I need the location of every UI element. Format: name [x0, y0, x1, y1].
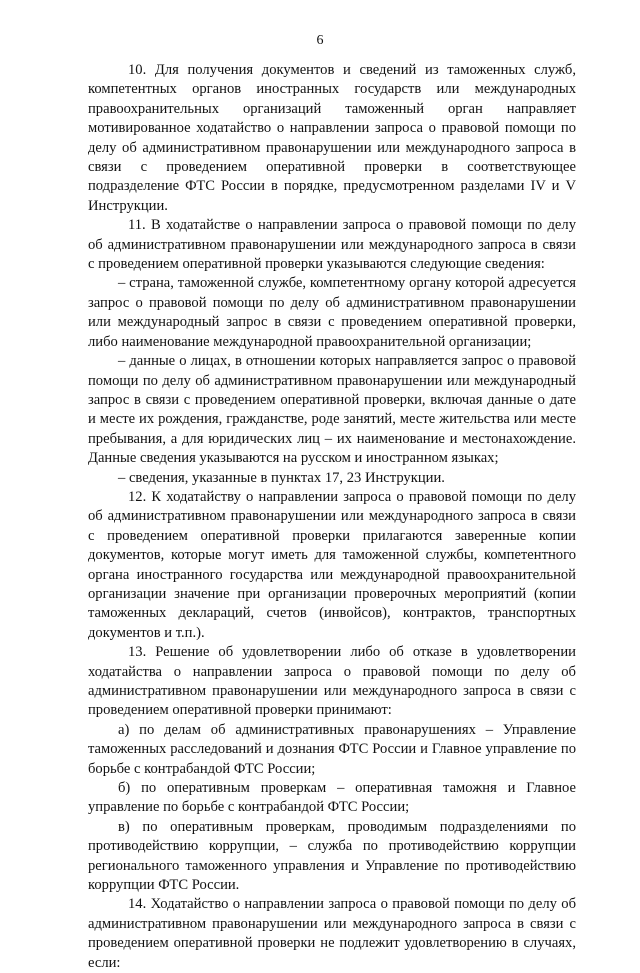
paragraph-10: 10. Для получения документов и сведений из таможенных служб, компетентных органов иностранных государств или международных правоохранительных организаций таможенный орган направляет мотивированное ходатайство о направлении запроса о правовой помощи по делу об административном правонарушении или международного запроса в связи с проведением оперативной проверки в соответствующее подразделение ФТС России в порядке, предусмотренном разделами IV и V Инструкции. — [88, 62, 576, 214]
subitem-b: б) по оперативным проверкам – оперативная таможня и Главное управление по борьбе с контрабандой ФТС России; — [88, 780, 576, 816]
list-item-persons: – данные о лицах, в отношении которых направляется запрос о правовой помощи по делу об административном правонарушении или международный запрос в связи с проведением оперативной проверки, включая данные о дате и месте их рождения, гражданстве, роде занятий, месте жительства или месте пребывания, а для юридических лиц – их наименование и местонахождение. Данные сведения указываются на русском и иностранном языках; — [88, 353, 576, 467]
paragraph-14: 14. Ходатайство о направлении запроса о правовой помощи по делу об административном правонарушении или международного запроса в связи с проведением оперативной проверки не подлежит удовлетворению в случаях, если: — [88, 896, 576, 971]
paragraph-12: 12. К ходатайству о направлении запроса о правовой помощи по делу об административном правонарушении или международного запроса в связи с проведением оперативной проверки прилагаются заверенные копии документов, которые могут иметь для таможенной службы, компетентного органа иностранного государства или международной правоохранительной организации значение при организации проверочных мероприятий (копии таможенных деклараций, счетов (инвойсов), контрактов, транспортных документов и т.п.). — [88, 488, 576, 641]
list-item-info: – сведения, указанные в пунктах 17, 23 Инструкции. — [118, 469, 445, 486]
list-item-country: – страна, таможенной службе, компетентному органу которой адресуется запрос о правовой помощи по делу об административном правонарушении или международный запрос в связи с проведением оперативной проверки, либо наименование международной правоохранительной организации; — [88, 275, 576, 350]
page-number: 6 — [316, 33, 324, 48]
subitem-v: в) по оперативным проверкам, проводимым подразделениями по противодействию коррупции, – служба по противодействию коррупции регионального таможенного управления и Управление по противодействию коррупции ФТС России. — [88, 818, 576, 894]
paragraph-13: 13. Решение об удовлетворении либо об отказе в удовлетворении ходатайства о направлении запроса о правовой помощи по делу об административном правонарушении или международного запроса в связи с проведением оперативной проверки принимают: — [88, 644, 576, 719]
paragraph-11: 11. В ходатайстве о направлении запроса о правовой помощи по делу об административном правонарушении или международного запроса в связи с проведением оперативной проверки указываются следующие сведения: — [88, 217, 576, 273]
subitem-a: а) по делам об административных правонарушениях – Управление таможенных расследований и дознания ФТС России и Главное управление по борьбе с контрабандой ФТС России; — [88, 721, 576, 777]
document-body — [88, 61, 576, 973]
